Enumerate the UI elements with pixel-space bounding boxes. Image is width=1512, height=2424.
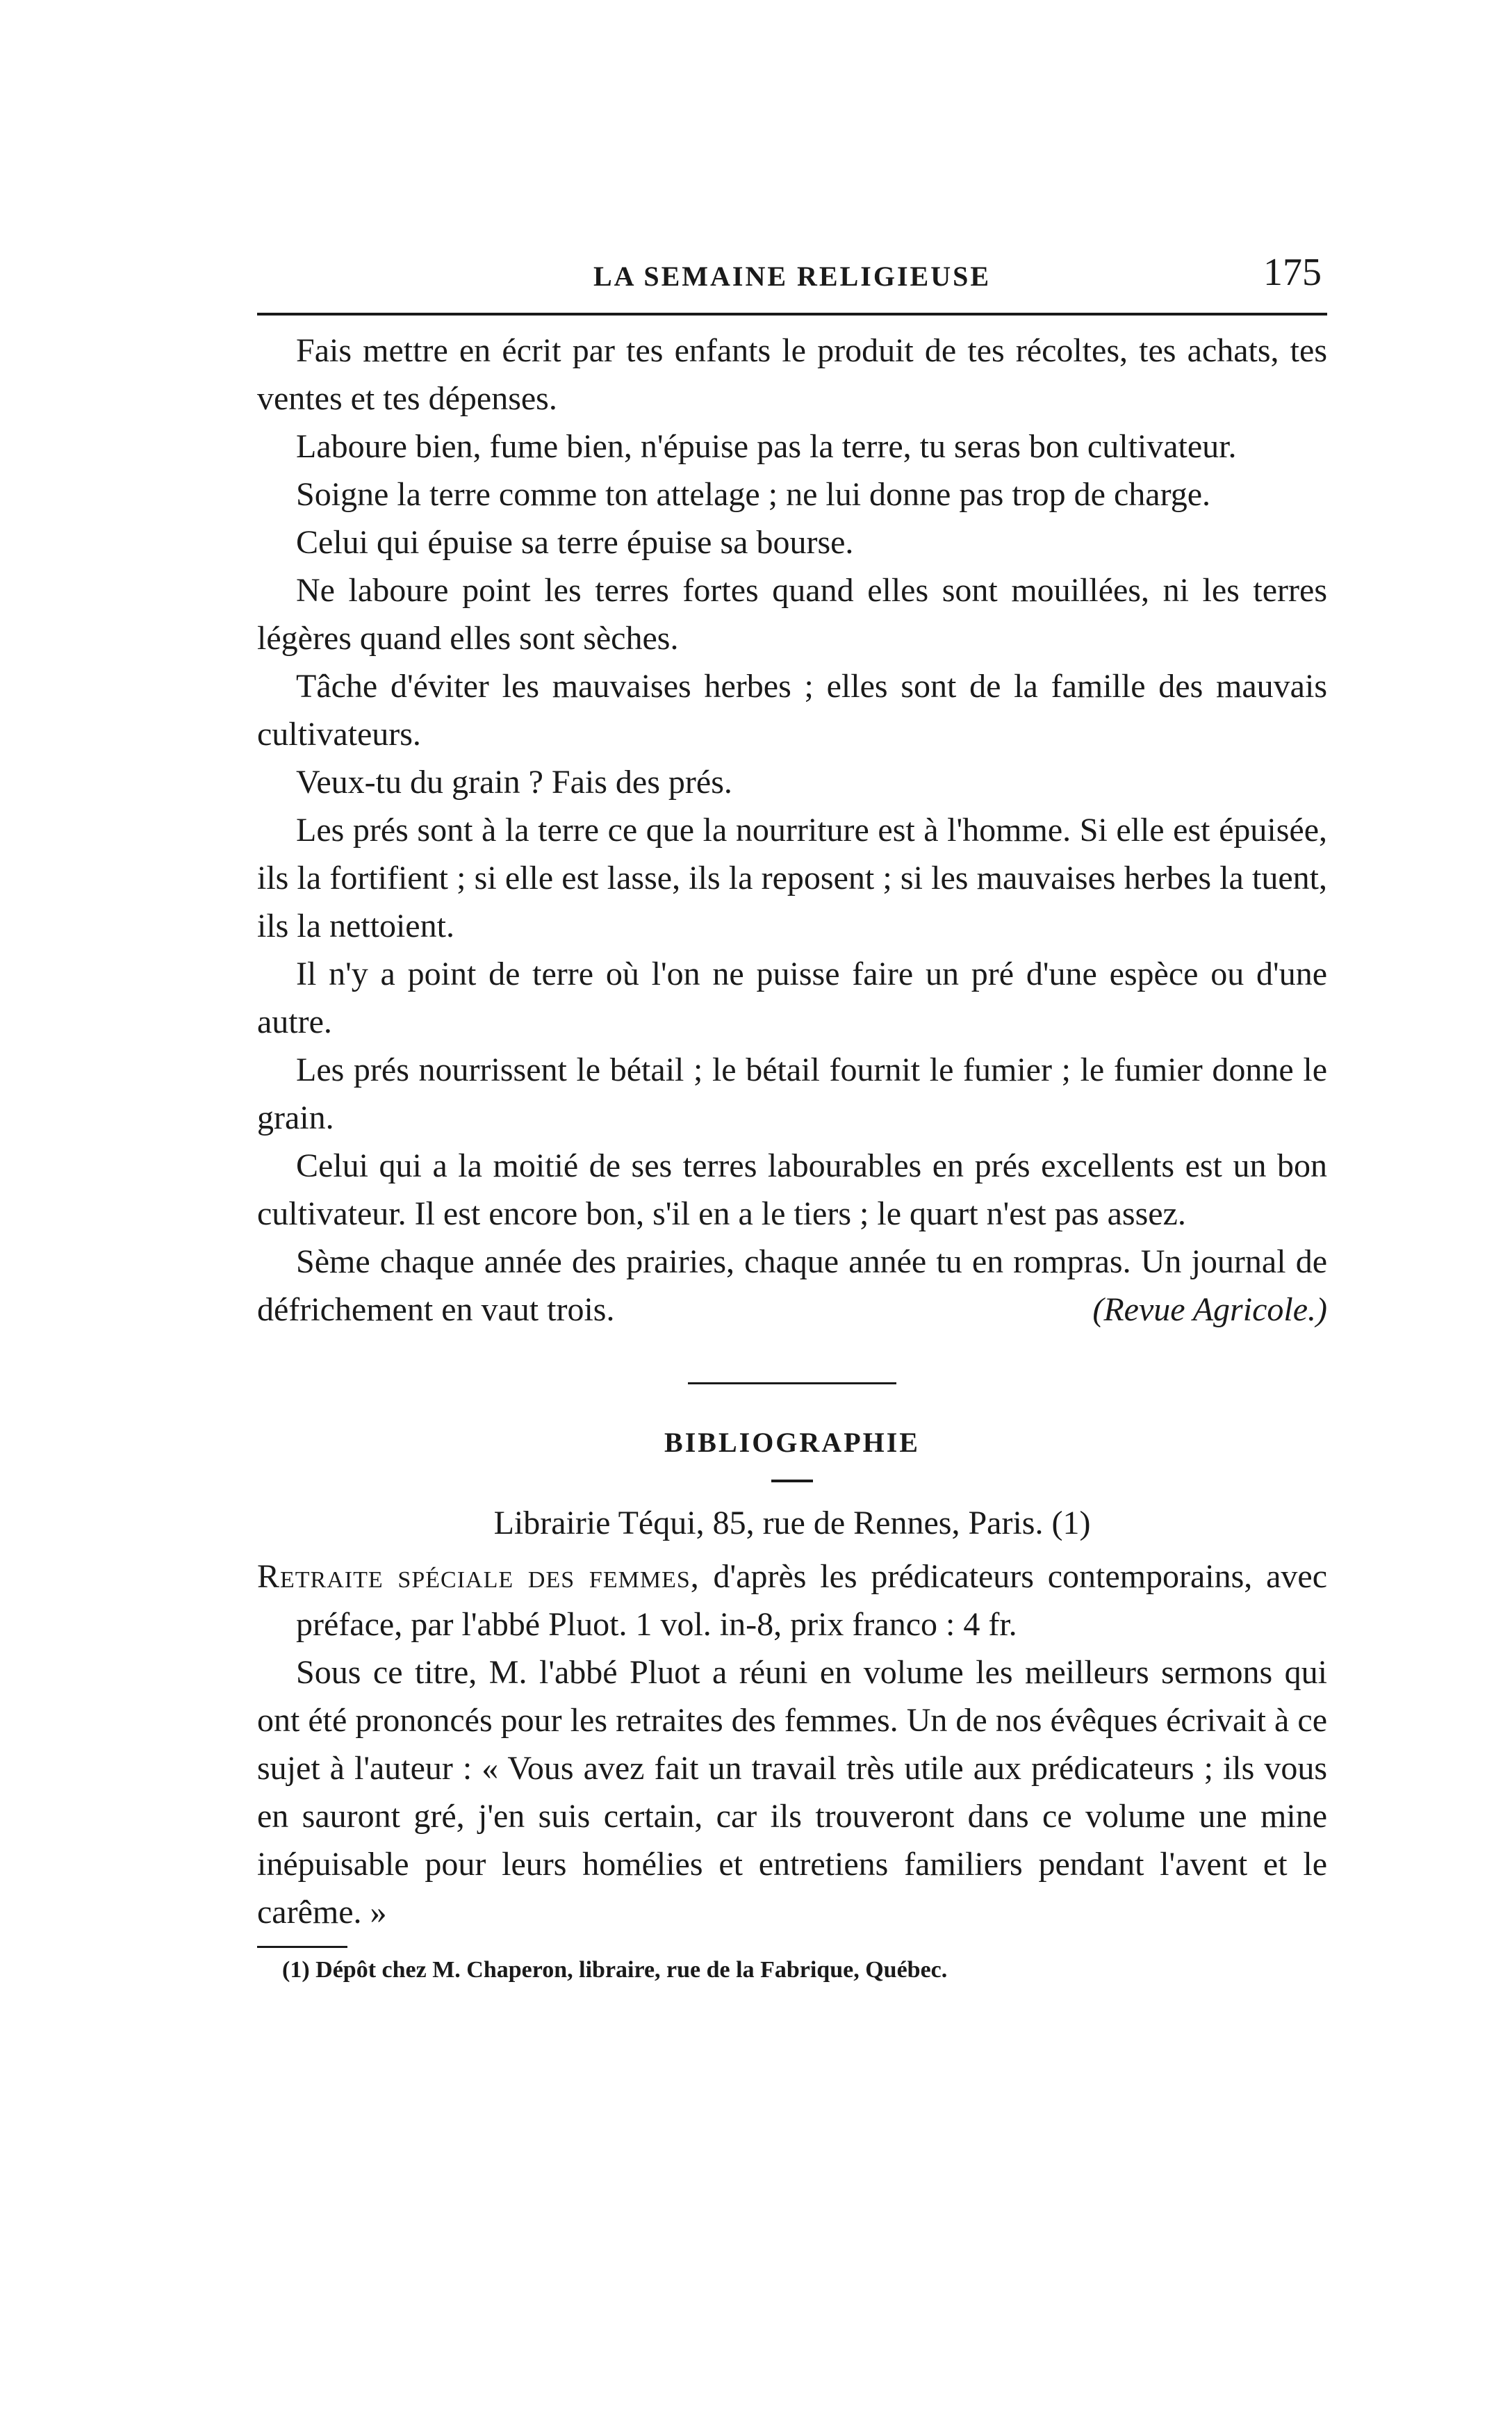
paragraph: Fais mettre en écrit par tes enfants le produit de tes récoltes, tes achats, tes ventes et tes dépenses. [257, 332, 1327, 417]
paragraph: Celui qui épuise sa terre épuise sa bourse. [296, 524, 854, 561]
book-entry [257, 1553, 1327, 1648]
paragraph: Celui qui a la moitié de ses terres labourables en prés excellents est un bon cultivateur. Il est encore bon, s'il en a le tiers ; le quart n'est pas assez. [257, 1147, 1327, 1232]
section-divider [688, 1382, 896, 1384]
paragraph: Laboure bien, fume bien, n'épuise pas la terre, tu seras bon cultivateur. [296, 428, 1237, 465]
header-rule [257, 313, 1327, 316]
bibliography-title: BIBLIOGRAPHIE [664, 1427, 920, 1458]
page [257, 236, 1327, 1990]
paragraph: Les prés sont à la terre ce que la nourriture est à l'homme. Si elle est épuisée, ils la fortifient ; si elle est lasse, ils la reposent ; si les mauvaises herbes la tuent, ils la nettoient. [257, 812, 1327, 944]
publisher-line: Librairie Téqui, 85, rue de Rennes, Paris. (1) [493, 1505, 1091, 1541]
book-details: d'après les prédicateurs contemporains, avec préface, par l'abbé Pluot. 1 vol. in-8, prix franco : 4 fr. [296, 1558, 1327, 1643]
paragraph: Ne laboure point les terres fortes quand elles sont mouillées, ni les terres légères quand elles sont sèches. [257, 572, 1327, 657]
paragraph: Il n'y a point de terre où l'on ne puisse faire un pré d'une espèce ou d'une autre. [257, 956, 1327, 1040]
page-number: 175 [1263, 251, 1322, 294]
footnote-rule [257, 1946, 347, 1948]
footnote: (1) Dépôt chez M. Chaperon, libraire, rue de la Fabrique, Québec. [282, 1957, 948, 1983]
final-paragraph [257, 1238, 1327, 1334]
book-title: Retraite spéciale des femmes, [257, 1558, 700, 1595]
final-paragraph-text: Sème chaque année des prairies, chaque année tu en rompras. Un journal de défrichement en vaut trois. [257, 1243, 1327, 1328]
paragraph: Veux-tu du grain ? Fais des prés. [296, 764, 732, 801]
source-citation: (Revue Agricole.) [1092, 1291, 1327, 1328]
running-head [257, 236, 1327, 299]
title-dash [771, 1480, 813, 1482]
maxims [257, 327, 1327, 1334]
paragraph: Les prés nourrissent le bétail ; le bétail fournit le fumier ; le fumier donne le grain. [257, 1051, 1327, 1136]
running-title: LA SEMAINE RELIGIEUSE [593, 261, 992, 292]
book-review: Sous ce titre, M. l'abbé Pluot a réuni en volume les meilleurs sermons qui ont été prononcés pour les retraites des femmes. Un de nos évêques écrivait à ce sujet à l'auteur : « Vous avez fait un travail très utile aux prédicateurs ; ils vous en sauront gré, j'en suis certain, car ils trouveront dans ce volume une mine inépuisable pour leurs homélies et entretiens familiers pendant l'avent et le carême. » [257, 1654, 1327, 1931]
paragraph: Tâche d'éviter les mauvaises herbes ; elles sont de la famille des mauvais cultivateurs. [257, 668, 1327, 753]
paragraph: Soigne la terre comme ton attelage ; ne lui donne pas trop de charge. [296, 476, 1210, 513]
